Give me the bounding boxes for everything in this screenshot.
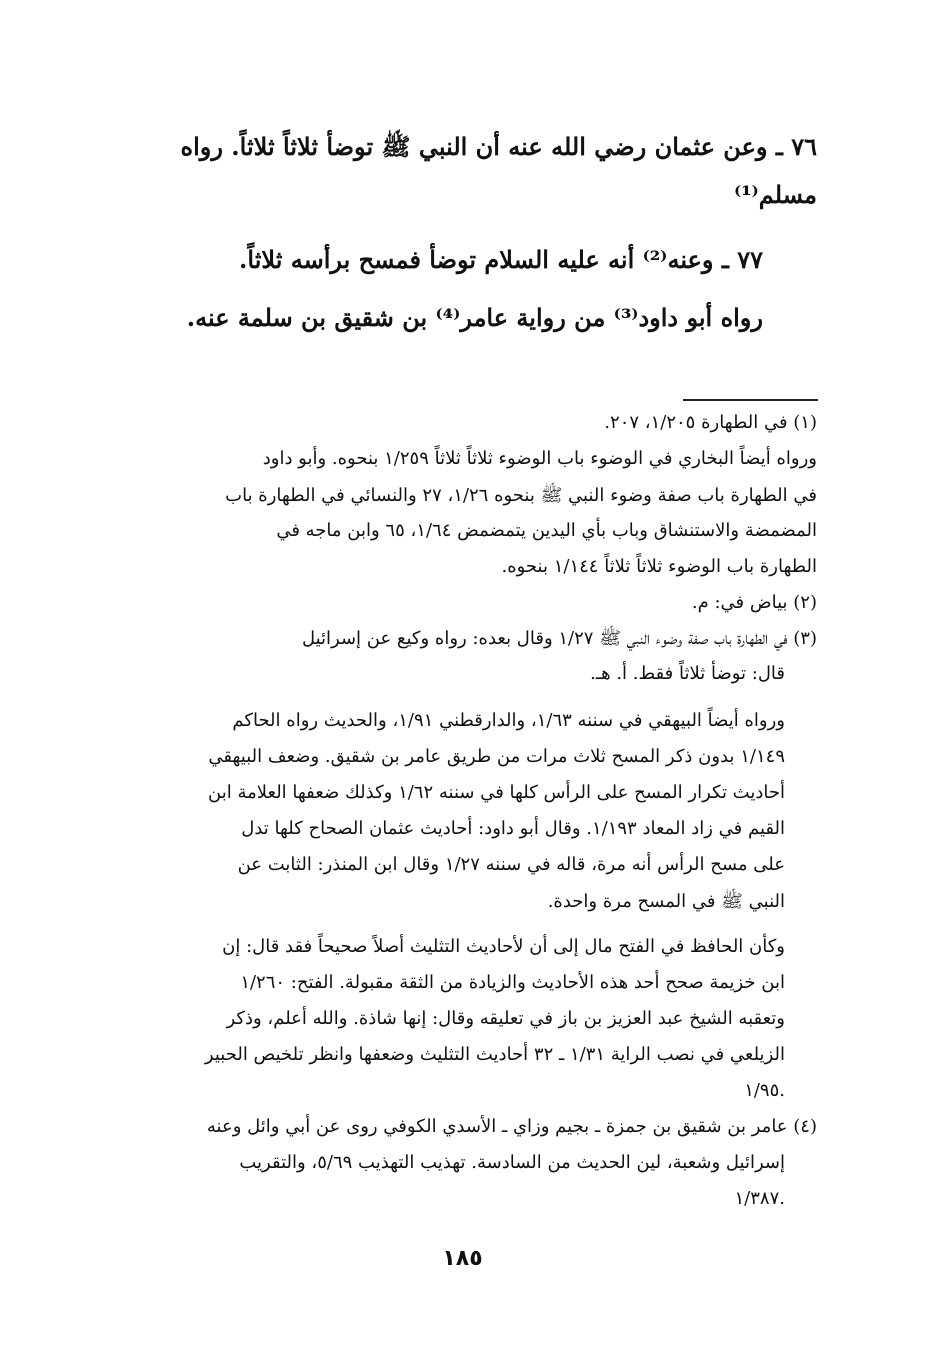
footnote-3-para-2-line-3: أحاديث تكرار المسح على الرأس كلها في سننه ١/٦٢ وكذلك ضعفها العلامة ابن [208, 782, 785, 803]
footnote-3-para-2-line-5: على مسح الرأس أنه مرة، قاله في سننه ١/٢٧ وقال ابن المنذر: الثابت عن [237, 854, 785, 875]
footnote-3-para-3-line-4: الزيلعي في نصب الراية ١/٣١ ـ ٣٢ أحاديث التثليث وضعفها وانظر تلخيص الحبير [204, 1044, 785, 1065]
footnote-1-line-1: (١) في الطهارة ١/٢٠٥، ٢٠٧. [604, 412, 817, 433]
footnote-3-para-3-line-5: ١/٩٥. [744, 1080, 785, 1101]
footnote-3-para-3-line-3: وتعقبه الشيخ عبد العزيز بن باز في تعليقه وقال: إنها شاذة. والله أعلم، وذكر [226, 1008, 785, 1029]
footnote-1-line-3: في الطهارة باب صفة وضوء النبي ﷺ بنحوه ١/٢٦، ٢٧ والنسائي في الطهارة باب [225, 485, 817, 506]
footnote-3-para-2-line-2: ١/١٤٩ بدون ذكر المسح ثلاث مرات من طريق عامر بن شقيق. وضعف البيهقي [208, 746, 785, 767]
footnote-4-line-3: ١/٣٨٧. [734, 1188, 785, 1209]
footnote-3-line-2: قال: توضأ ثلاثاً فقط. أ. هـ. [590, 663, 785, 684]
footnote-2: (٢) بياض في: م. [691, 592, 817, 613]
page-number: ١٨٥ [442, 1246, 483, 1271]
footnote-4-line-1: (٤) عامر بن شقيق بن جمزة ـ بجيم وزاي ـ الأسدي الكوفي روى عن أبي وائل وعنه [206, 1116, 817, 1137]
footnote-3-para-3-line-1: وكأن الحافظ في الفتح مال إلى أن لأحاديث التثليث أصلاً صحيحاً فقد قال: إن [222, 936, 785, 957]
footnote-separator [683, 399, 818, 401]
hadith-76-line-2: مسلم⁽¹⁾ [733, 180, 817, 209]
hadith-77-line-2: رواه أبو داود⁽³⁾ من رواية عامر⁽⁴⁾ بن شقيق بن سلمة عنه. [186, 303, 763, 332]
hadith-77-line-1: ٧٧ ـ وعنه⁽²⁾ أنه عليه السلام توضأ فمسح برأسه ثلاثاً. [239, 245, 763, 274]
footnote-3-para-2-line-4: القيم في زاد المعاد ١/١٩٣. وقال أبو داود: أحاديث عثمان الصحاح كلها تدل [241, 818, 785, 839]
footnote-3-para-3-line-2: ابن خزيمة صحح أحد هذه الأحاديث والزيادة من الثقة مقبولة. الفتح: ١/٢٦٠ [240, 972, 785, 993]
hadith-76-line-1: ٧٦ ـ وعن عثمان رضي الله عنه أن النبي ﷺ توضأ ثلاثاً ثلاثاً. رواه [180, 132, 817, 161]
footnote-1-line-4: المضمضة والاستنشاق وباب بأي اليدين يتمضمض ١/٦٤، ٦٥ وابن ماجه في [276, 520, 817, 541]
footnote-3-line-1: (٣) في الطهارة باب صفة وضوء النبي ﷺ ١/٢٧ وقال بعده: رواه وكيع عن إسرائيل [301, 628, 817, 649]
footnote-1-line-2: ورواه أيضاً البخاري في الوضوء باب الوضوء ثلاثاً ثلاثاً ١/٢٥٩ بنحوه. وأبو داود [262, 448, 817, 469]
footnote-3-para-2-line-1: ورواه أيضاً البيهقي في سننه ١/٦٣، والدارقطني ١/٩١، والحديث رواه الحاكم [232, 710, 785, 731]
footnote-3-para-2-line-6: النبي ﷺ في المسح مرة واحدة. [547, 891, 785, 912]
footnote-4-line-2: إسرائيل وشعبة، لين الحديث من السادسة. تهذيب التهذيب ٥/٦٩، والتقريب [239, 1152, 785, 1173]
footnote-1-line-5: الطهارة باب الوضوء ثلاثاً ثلاثاً ١/١٤٤ بنحوه. [501, 556, 817, 577]
